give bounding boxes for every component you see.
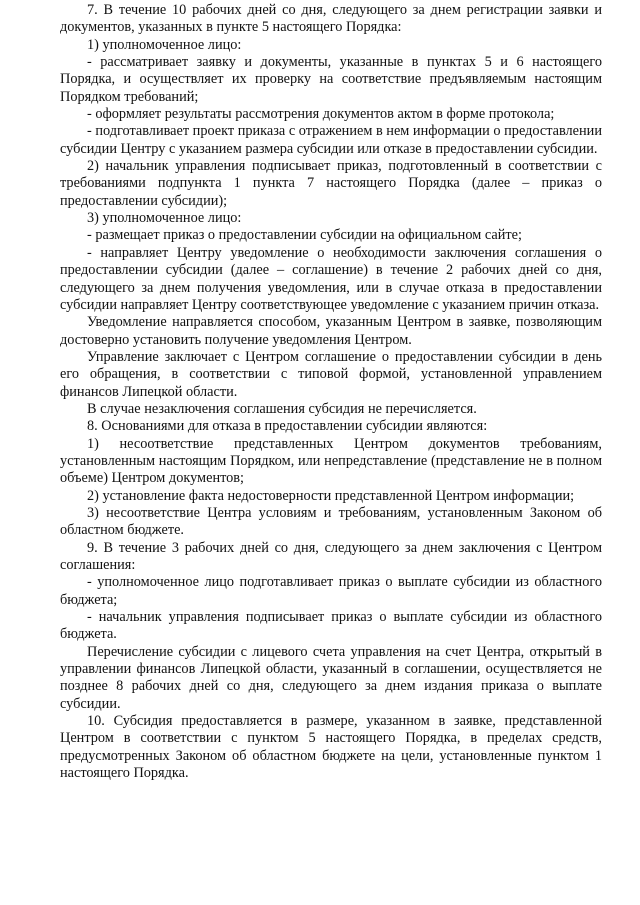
paragraph-7-sub-3-item-1: - размещает приказ о предоставлении субсидии на официальном сайте; [87,227,522,244]
paragraph-8-intro: 8. Основаниями для отказа в предоставлении субсидии являются: [87,418,488,435]
paragraph-7-sub-3: 3) уполномоченное лицо: [87,210,242,227]
paragraph-9-item-2: - начальник управления подписывает приказ о выплате субсидии из областного бюджета. [60,609,602,643]
paragraph-7-sub-3-item-2: - направляет Центру уведомление о необходимости заключения соглашения о предоставлении субсидии (далее – соглашение) в течение 2 рабочих дней со дня, следующего за днем получения уведомления, или в случае отказа в предоставлении субсидии направляет Центру соответствующее уведомление с указанием причин отказа. [60,244,602,313]
paragraph-7-sub-2: 2) начальник управления подписывает приказ, подготовленный в соответствии с требованиями подпункта 1 пункта 7 настоящего Порядка (далее – приказ о предоставлении субсидии); [60,158,602,209]
paragraph-9-intro: 9. В течение 3 рабочих дней со дня, следующего за днем заключения с Центром соглашения: [60,539,602,573]
paragraph-7-intro: 7. В течение 10 рабочих дней со дня, следующего за днем регистрации заявки и документов, указанных в пункте 5 настоящего Порядка: [60,2,602,36]
paragraph-7-sub-1: 1) уполномоченное лицо: [87,36,242,53]
paragraph-notification: Уведомление направляется способом, указанным Центром в заявке, позволяющим достоверно установить получение уведомления Центром. [60,314,602,348]
paragraph-no-agreement: В случае незаключения соглашения субсидия не перечисляется. [87,400,477,417]
paragraph-agreement: Управление заключает с Центром соглашение о предоставлении субсидии в день его обращения, в соответствии с типовой формой, установленной управлением финансов Липецкой области. [60,348,602,400]
paragraph-9-item-1: - уполномоченное лицо подготавливает приказ о выплате субсидии из областного бюджета; [60,574,602,608]
paragraph-7-sub-1-item-3: - подготавливает проект приказа с отражением в нем информации о предоставлении субсидии Центру с указанием размера субсидии или отказе в предоставлении субсидии. [60,123,602,157]
paragraph-8-sub-3: 3) несоответствие Центра условиям и требованиям, установленным Законом об областном бюджете. [60,504,602,539]
paragraph-10: 10. Субсидия предоставляется в размере, указанном в заявке, представленной Центром в соответствии с пунктом 5 настоящего Порядка, в пределах средств, предусмотренных Законом об областном бюджете на цели, установленные пунктом 1 настоящего Порядка. [60,713,602,782]
paragraph-8-sub-1: 1) несоответствие представленных Центром документов требованиям, установленным настоящим Порядком, или непредставление (представление не в полном объеме) Центром документов; [60,435,602,487]
paragraph-transfer: Перечисление субсидии с лицевого счета управления на счет Центра, открытый в управлении финансов Липецкой области, указанный в соглашении, осуществляется не позднее 8 рабочих дней со дня, следующего за днем издания приказа о выплате субсидии. [60,643,602,712]
paragraph-7-sub-1-item-1: - рассматривает заявку и документы, указанные в пунктах 5 и 6 настоящего Порядка, и осуществляет их проверку на соответствие предъявляемым настоящим Порядком требований; [60,54,602,105]
document-page [60,2,602,782]
paragraph-8-sub-2: 2) установление факта недостоверности представленной Центром информации; [87,487,575,504]
paragraph-7-sub-1-item-2: - оформляет результаты рассмотрения документов актом в форме протокола; [87,106,555,123]
